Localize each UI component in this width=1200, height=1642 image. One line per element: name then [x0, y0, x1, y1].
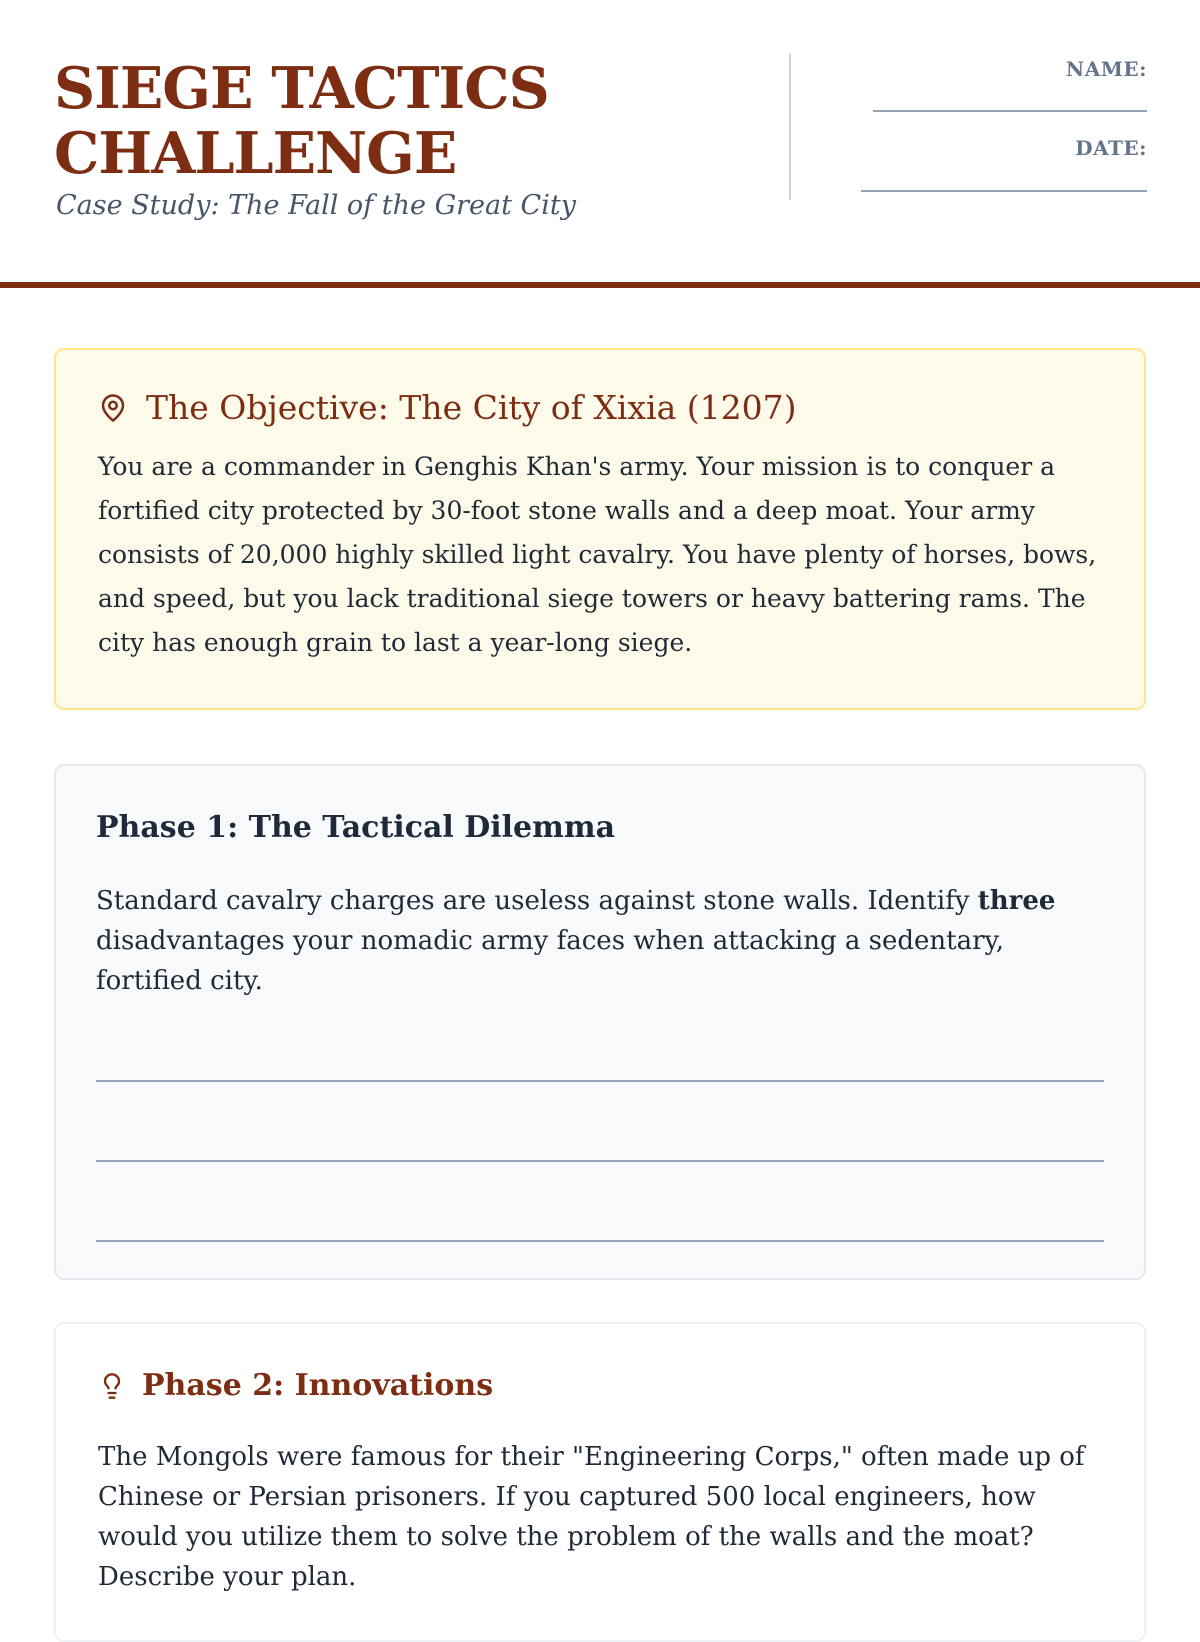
- name-label: NAME:: [1065, 57, 1147, 81]
- phase-1-card: [54, 764, 1146, 1280]
- phase-1-prompt: [96, 881, 1104, 1001]
- answer-line-2[interactable]: [96, 1160, 1104, 1162]
- objective-header: [98, 388, 1104, 427]
- answer-line-3[interactable]: [96, 1240, 1104, 1242]
- title-line-1: SIEGE TACTICS: [54, 55, 549, 122]
- header-divider: [789, 54, 791, 200]
- phase-2-prompt: The Mongols were famous for their "Engineering Corps," often made up of Chinese or Persian prisoners. If you captured 500 local engineers, how would you utilize them to solve the problem of the walls and the moat? Describe your plan.: [98, 1442, 1085, 1592]
- phase-2-header: [98, 1368, 1104, 1403]
- phase-1-prompt-start: Standard cavalry charges are useless against stone walls. Identify: [96, 886, 978, 916]
- phase-2-card: [54, 1322, 1146, 1642]
- answer-line-1[interactable]: [96, 1080, 1104, 1082]
- phase-2-title: Phase 2: Innovations: [142, 1368, 494, 1403]
- map-pin-icon: [98, 392, 128, 424]
- worksheet-header: [0, 0, 1200, 288]
- page-title: [54, 56, 549, 186]
- page-subtitle: Case Study: The Fall of the Great City: [56, 190, 576, 221]
- date-label: DATE:: [1075, 136, 1147, 160]
- phase-1-prompt-emphasis: three: [977, 886, 1056, 916]
- objective-text: You are a commander in Genghis Khan's army. Your mission is to conquer a fortified city protected by 30-foot stone walls and a deep moat. Your army consists of 20,000 highly skilled light cavalry. You have plenty of horses, bows, and speed, but you lack traditional siege towers or heavy battering rams. The city has enough grain to last a year-long siege.: [98, 452, 1097, 657]
- objective-title: The Objective: The City of Xixia (1207): [146, 388, 797, 427]
- name-field[interactable]: [873, 110, 1147, 112]
- phase-1-title: Phase 1: The Tactical Dilemma: [96, 810, 616, 845]
- phase-1-prompt-end: disadvantages your nomadic army faces when attacking a sedentary, fortified city.: [96, 926, 1005, 996]
- title-line-2: CHALLENGE: [54, 120, 457, 187]
- lightbulb-icon: [98, 1369, 126, 1403]
- objective-card: [54, 348, 1146, 710]
- date-field[interactable]: [861, 190, 1147, 192]
